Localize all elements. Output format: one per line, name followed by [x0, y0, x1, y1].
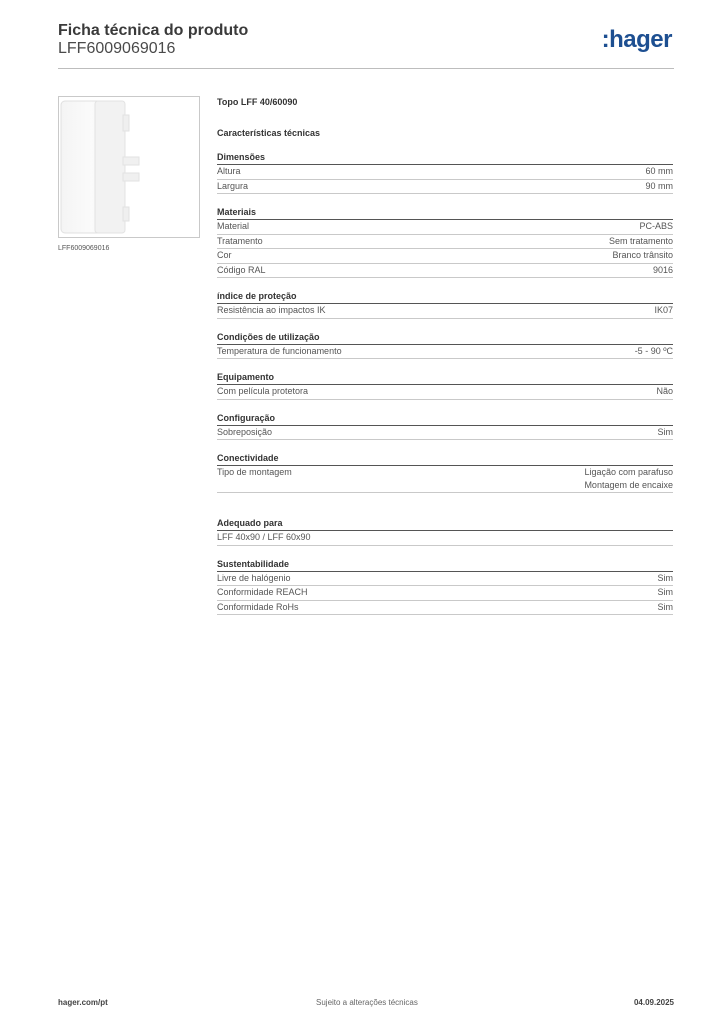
spec-row [217, 531, 673, 546]
tech-heading: Características técnicas [217, 128, 321, 138]
spec-value: Branco trânsito [612, 250, 673, 260]
spec-row [217, 601, 673, 616]
spec-row [217, 165, 673, 180]
spec-value: Sim [657, 601, 673, 612]
spec-value: PC-ABS [639, 221, 673, 231]
spec-label: Temperatura de funcionamento [217, 345, 342, 356]
spec-label: Código RAL [217, 264, 266, 275]
footer-website-link[interactable]: hager.com/pt [58, 998, 108, 1007]
spec-value: 60 mm [645, 166, 673, 176]
spec-label: Largura [217, 180, 249, 191]
section-title: Materiais [217, 206, 673, 220]
footer-date: 04.09.2025 [633, 998, 674, 1007]
spec-label: Altura [217, 166, 241, 176]
spec-row [217, 466, 673, 493]
spec-row [217, 385, 673, 400]
page-header [58, 22, 674, 70]
image-caption: LFF6009069016 [58, 245, 110, 252]
spec-value: IK07 [654, 305, 673, 315]
section-configuracao [217, 412, 673, 441]
spec-value: 90 mm [645, 180, 673, 191]
spec-label: Resistência ao impactos IK [217, 305, 326, 315]
header-divider [58, 68, 674, 69]
spec-label: Material [217, 221, 250, 231]
spec-label: LFF 40x90 / LFF 60x90 [217, 532, 311, 542]
section-equipamento [217, 371, 673, 400]
spec-label: Com película protetora [217, 386, 309, 396]
spec-label: Cor [217, 250, 232, 260]
section-materiais [217, 206, 673, 278]
hager-logo: :hager [601, 26, 672, 53]
spec-value: Sem tratamento [608, 235, 673, 246]
section-title: Adequado para [217, 517, 673, 531]
spec-row [217, 345, 673, 360]
section-sustentabilidade [217, 558, 673, 616]
spec-value: 9016 [652, 264, 673, 275]
spec-value: Sim [657, 572, 673, 583]
spec-label: Tratamento [217, 235, 263, 246]
section-dimensoes [217, 151, 673, 194]
product-illustration [59, 97, 199, 237]
spec-row [217, 426, 673, 441]
section-title: Condições de utilização [217, 331, 673, 345]
spec-row [217, 586, 673, 601]
spec-value: -5 - 90 ºC [634, 345, 673, 356]
section-title: Sustentabilidade [217, 558, 673, 572]
spec-row [217, 304, 673, 319]
section-protecao [217, 290, 673, 319]
page-subtitle: LFF6009069016 [58, 40, 176, 57]
section-title: índice de proteção [217, 290, 673, 304]
product-image [58, 96, 200, 238]
spec-label: Sobreposição [217, 426, 273, 437]
spec-value-line: Montagem de encaixe [584, 479, 673, 490]
spec-row [217, 249, 673, 264]
section-title: Dimensões [217, 151, 673, 165]
section-title: Conectividade [217, 452, 673, 466]
spec-row [217, 180, 673, 195]
section-conectividade [217, 452, 673, 493]
spec-value: Sim [657, 426, 673, 437]
footer-note: Sujeito a alterações técnicas [316, 998, 418, 1007]
spec-label: Conformidade RoHs [217, 601, 299, 612]
section-utilizacao [217, 331, 673, 360]
spec-label: Conformidade REACH [217, 587, 308, 597]
spec-row [217, 264, 673, 279]
spec-value: Não [656, 386, 673, 396]
spec-content [217, 95, 673, 615]
spec-label: Tipo de montagem [217, 467, 292, 477]
spec-label: Livre de halógenio [217, 572, 291, 583]
product-name: Topo LFF 40/60090 [217, 97, 298, 107]
spec-row [217, 572, 673, 587]
section-title: Configuração [217, 412, 673, 426]
page-title: Ficha técnica do produto [58, 22, 249, 39]
spec-row [217, 220, 673, 235]
spec-row [217, 235, 673, 250]
section-adequado [217, 517, 673, 546]
spec-value: Sim [657, 587, 673, 597]
spec-value-line: Ligação com parafuso [584, 467, 673, 477]
spec-value [584, 466, 673, 491]
section-title: Equipamento [217, 371, 673, 385]
